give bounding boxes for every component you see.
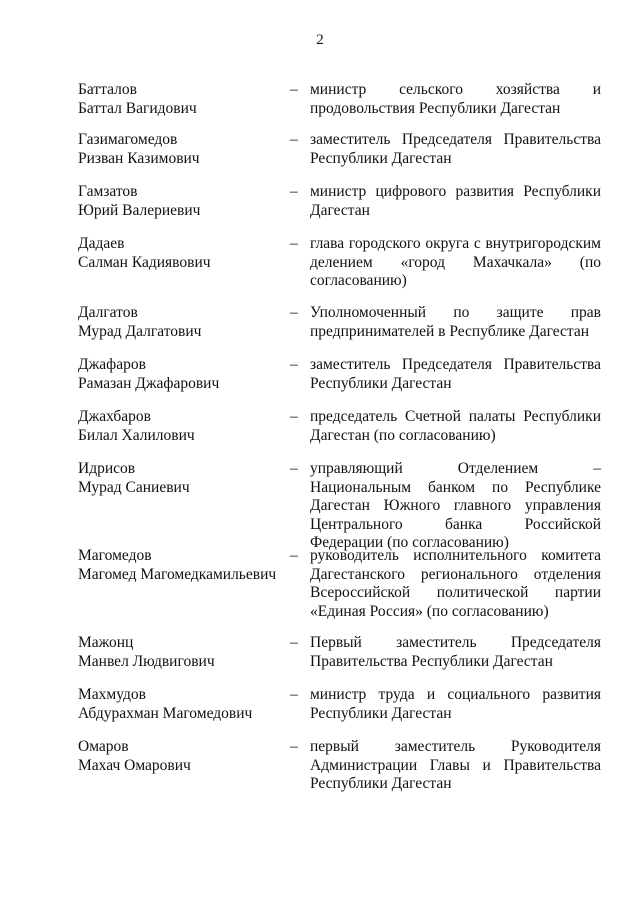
dash-separator: – xyxy=(290,460,298,477)
member-surname: Батталов xyxy=(78,81,137,98)
member-given-name: Ризван Казимович xyxy=(78,149,200,167)
dash-separator: – xyxy=(290,131,298,148)
member-given-name: Рамазан Джафарович xyxy=(78,374,220,392)
member-name xyxy=(78,460,283,497)
member-surname: Джахбаров xyxy=(78,408,151,425)
member-given-name: Мурад Саниевич xyxy=(78,478,190,496)
member-given-name: Салман Кадиявович xyxy=(78,253,211,271)
member-role: управляющий Отделением – Национальным банком по Республике Дагестан Южного главного управления Центрального банка Российской Федерации (по согласованию) xyxy=(310,460,601,551)
dash-separator: – xyxy=(290,304,298,321)
dash-separator: – xyxy=(290,356,298,373)
member-name xyxy=(78,408,283,445)
member-role: Первый заместитель Председателя Правительства Республики Дагестан xyxy=(310,634,601,670)
member-surname: Газимагомедов xyxy=(78,131,178,148)
member-surname: Омаров xyxy=(78,738,129,755)
member-role: министр труда и социального развития Республики Дагестан xyxy=(310,686,601,722)
dash-separator: – xyxy=(290,235,298,252)
member-role: заместитель Председателя Правительства Республики Дагестан xyxy=(310,131,601,167)
dash-separator: – xyxy=(290,686,298,703)
member-given-name: Магомед Магомедкамильевич xyxy=(78,565,277,583)
member-role: заместитель Председателя Правительства Республики Дагестан xyxy=(310,356,601,392)
member-given-name: Манвел Людвигович xyxy=(78,652,215,670)
member-surname: Дадаев xyxy=(78,235,125,252)
member-surname: Далгатов xyxy=(78,304,138,321)
dash-separator: – xyxy=(290,547,298,564)
member-name xyxy=(78,304,283,341)
dash-separator: – xyxy=(290,408,298,425)
member-name xyxy=(78,81,283,118)
member-name xyxy=(78,634,283,671)
member-role: руководитель исполнительного комитета Дагестанского регионального отделения Всероссийской политической партии «Единая Россия» (по согласованию) xyxy=(310,547,601,620)
member-name xyxy=(78,686,283,723)
member-given-name: Билал Халилович xyxy=(78,426,195,444)
dash-separator: – xyxy=(290,738,298,755)
member-surname: Магомедов xyxy=(78,547,152,564)
member-role: председатель Счетной палаты Республики Дагестан (по согласованию) xyxy=(310,408,601,444)
member-role: Уполномоченный по защите прав предпринимателей в Республике Дагестан xyxy=(310,304,601,340)
member-given-name: Юрий Валериевич xyxy=(78,201,201,219)
dash-separator: – xyxy=(290,81,298,98)
member-given-name: Мурад Далгатович xyxy=(78,322,202,340)
dash-separator: – xyxy=(290,183,298,200)
member-role: глава городского округа с внутригородским делением «город Махачкала» (по согласованию) xyxy=(310,235,601,289)
member-surname: Идрисов xyxy=(78,460,136,477)
member-surname: Мажонц xyxy=(78,634,134,651)
member-name xyxy=(78,356,283,393)
member-name xyxy=(78,131,283,168)
member-name xyxy=(78,183,283,220)
dash-separator: – xyxy=(290,634,298,651)
member-role: министр цифрового развития Республики Дагестан xyxy=(310,183,601,219)
member-given-name: Абдурахман Магомедович xyxy=(78,704,253,722)
member-surname: Джафаров xyxy=(78,356,146,373)
member-surname: Махмудов xyxy=(78,686,146,703)
member-surname: Гамзатов xyxy=(78,183,138,200)
member-given-name: Баттал Вагидович xyxy=(78,99,197,117)
member-name xyxy=(78,235,283,272)
member-given-name: Махач Омарович xyxy=(78,756,191,774)
member-role: первый заместитель Руководителя Администрации Главы и Правительства Республики Дагестан xyxy=(310,738,601,792)
member-name xyxy=(78,547,283,584)
member-role: министр сельского хозяйства и продовольствия Республики Дагестан xyxy=(310,81,601,117)
page-number: 2 xyxy=(316,32,324,48)
member-name xyxy=(78,738,283,775)
